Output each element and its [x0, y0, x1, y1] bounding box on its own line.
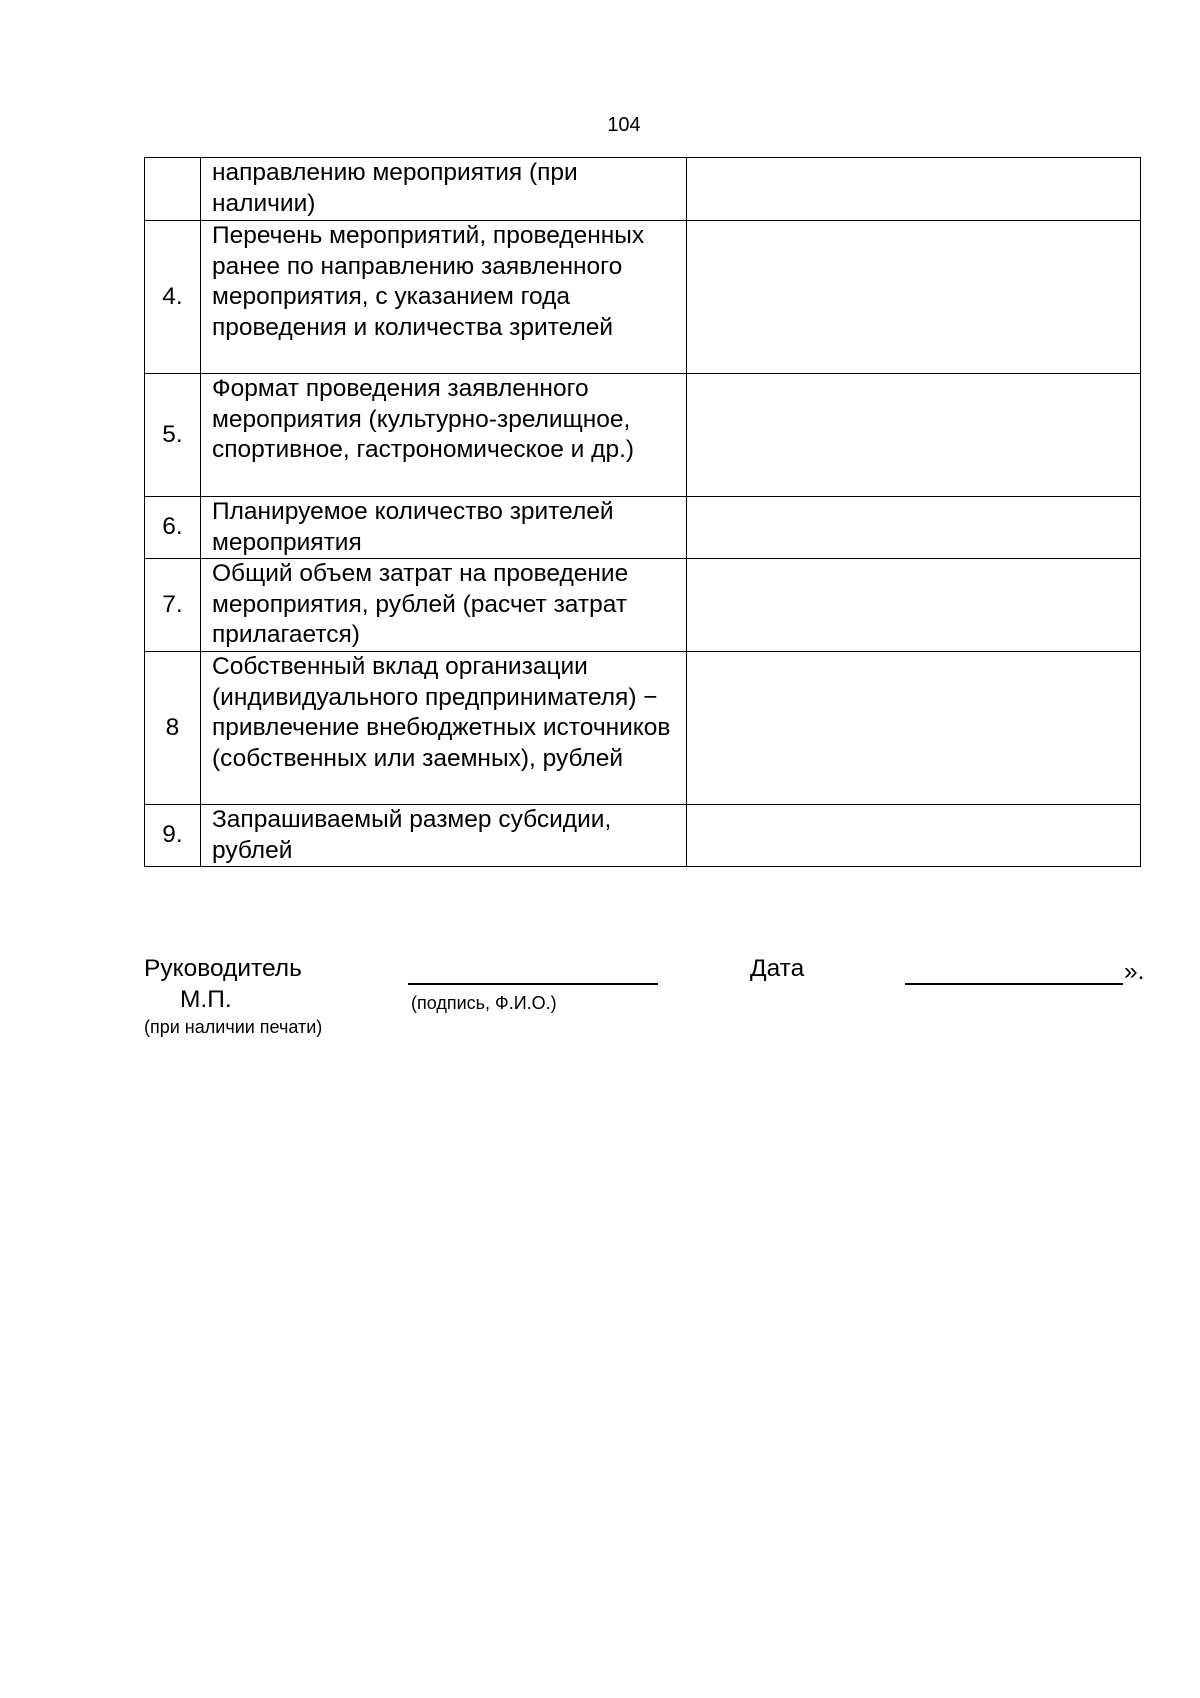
row-value-field[interactable]	[687, 158, 1141, 221]
date-label: Дата	[750, 955, 805, 982]
row-value-field[interactable]	[687, 497, 1141, 559]
table-row	[145, 221, 1141, 374]
table-row	[145, 374, 1141, 497]
row-value-field[interactable]	[687, 652, 1141, 805]
row-label: Планируемое количество зрителей мероприятия	[201, 497, 687, 559]
row-label: Общий объем затрат на проведение мероприятия, рублей (расчет затрат прилагается)	[201, 559, 687, 652]
row-number: 5.	[145, 374, 201, 497]
row-label: Формат проведения заявленного мероприятия (культурно-зрелищное, спортивное, гастрономическое и др.)	[201, 374, 687, 497]
table-row	[145, 158, 1141, 221]
application-form-table	[144, 157, 1141, 867]
table-row	[145, 559, 1141, 652]
stamp-note: (при наличии печати)	[144, 1017, 323, 1037]
signature-caption: (подпись, Ф.И.О.)	[411, 993, 557, 1013]
row-number: 4.	[145, 221, 201, 374]
row-label: Перечень мероприятий, проведенных ранее по направлению заявленного мероприятия, с указанием года проведения и количества зрителей	[201, 221, 687, 374]
row-value-field[interactable]	[687, 559, 1141, 652]
row-number	[145, 158, 201, 221]
table-row	[145, 652, 1141, 805]
date-line[interactable]	[905, 983, 1123, 985]
row-label: Собственный вклад организации (индивидуального предпринимателя) − привлечение внебюджетных источников (собственных или заемных), рублей	[201, 652, 687, 805]
date-suffix: ».	[1124, 958, 1145, 985]
table-row	[145, 805, 1141, 867]
row-number: 8	[145, 652, 201, 805]
signatory-role-label: Руководитель	[144, 955, 302, 982]
row-label: направлению мероприятия (при наличии)	[201, 158, 687, 221]
row-value-field[interactable]	[687, 374, 1141, 497]
row-number: 6.	[145, 497, 201, 559]
row-number: 9.	[145, 805, 201, 867]
page-number: 104	[607, 114, 641, 136]
row-value-field[interactable]	[687, 805, 1141, 867]
signature-line[interactable]	[408, 983, 658, 985]
row-value-field[interactable]	[687, 221, 1141, 374]
stamp-label: М.П.	[180, 986, 232, 1013]
row-number: 7.	[145, 559, 201, 652]
table-row	[145, 497, 1141, 559]
row-label: Запрашиваемый размер субсидии, рублей	[201, 805, 687, 867]
